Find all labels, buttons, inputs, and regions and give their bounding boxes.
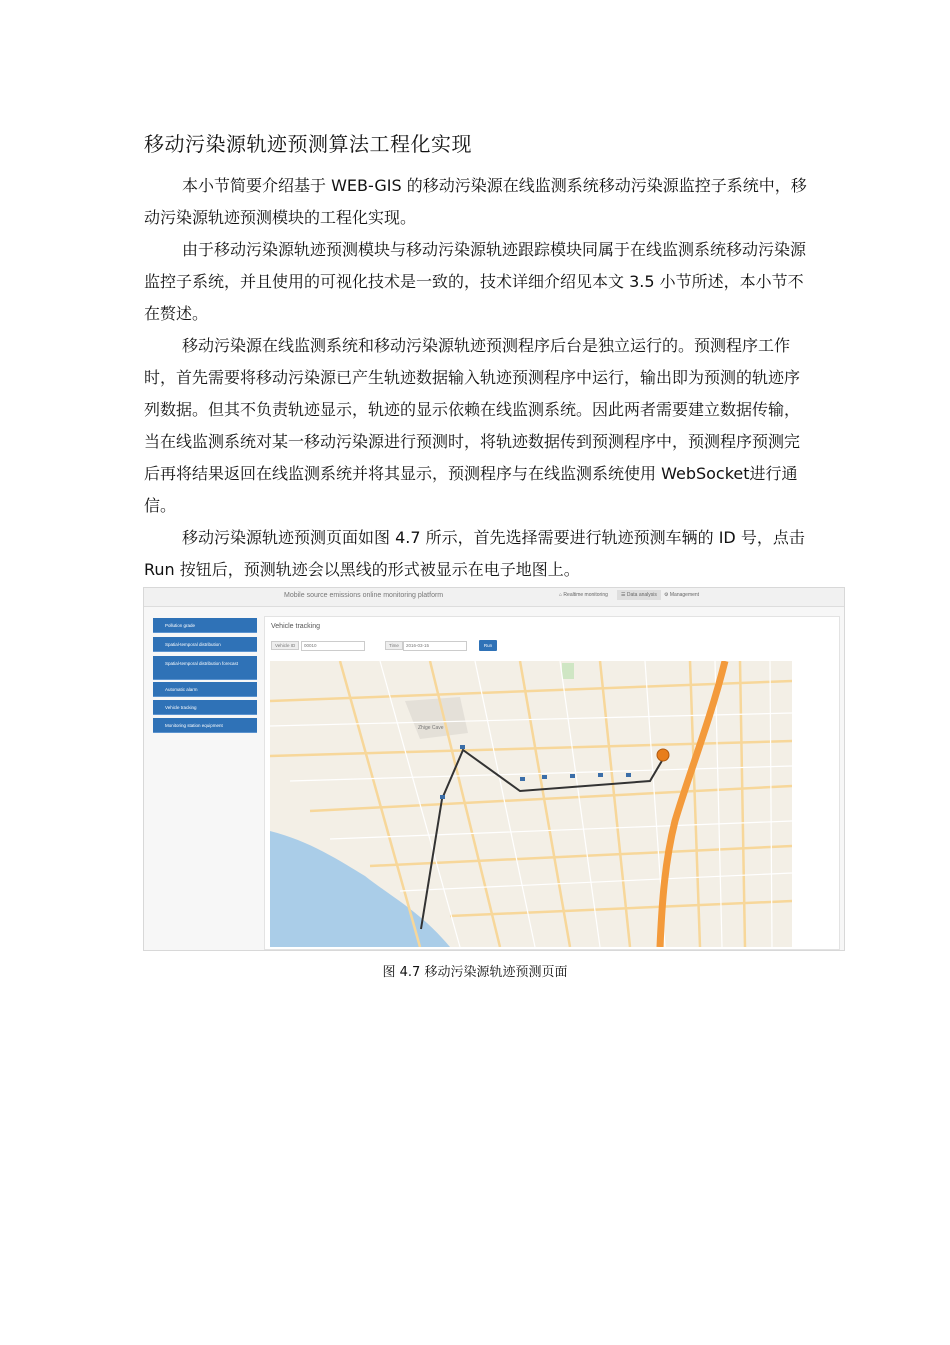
paragraph-1: 本小节简要介绍基于 WEB-GIS 的移动污染源在线监测系统移动污染源监控子系统中，移动污染源轨迹预测模块的工程化实现。 [144, 176, 807, 227]
sidebar-item-distribution[interactable]: Spatial-temporal distribution [153, 637, 257, 652]
sidebar-item-pollution-grade[interactable]: Pollution grade [153, 618, 257, 633]
paragraph-4: 移动污染源轨迹预测页面如图 4.7 所示，首先选择需要进行轨迹预测车辆的 ID 号，点击 Run 按钮后，预测轨迹会以黑线的形式被显示在电子地图上。 [144, 528, 805, 579]
sidebar-item-automatic-alarm[interactable]: Automatic alarm [153, 682, 257, 697]
nav-data-analysis[interactable]: ☰ Data analysis [617, 590, 661, 600]
paragraph-2: 由于移动污染源轨迹预测模块与移动污染源轨迹跟踪模块同属于在线监测系统移动污染源监控子系统，并且使用的可视化技术是一致的，技术详细介绍见本文 3.5 小节所述，本小节不在赘述。 [144, 240, 807, 323]
sidebar-item-vehicle-tracking[interactable]: Vehicle tracking [153, 700, 257, 715]
vehicle-id-input[interactable]: 00010 [301, 641, 365, 651]
vehicle-marker [657, 749, 669, 761]
vehicle-id-label: Vehicle ID [271, 641, 299, 650]
section-heading: 移动污染源轨迹预测算法工程化实现 [144, 132, 472, 156]
time-label: Time [385, 641, 403, 650]
sidebar-item-monitoring-station[interactable]: Monitoring station equipment [153, 718, 257, 733]
sidebar-item-distribution-forecast[interactable]: Spatial-temporal distribution forecast [153, 656, 257, 680]
green-area [562, 663, 574, 679]
app-title: Mobile source emissions online monitoring platform [284, 592, 444, 599]
vehicle-tracking-panel [264, 616, 840, 950]
electronic-map[interactable] [270, 661, 792, 947]
run-button[interactable]: Run [479, 640, 497, 651]
nav-realtime-monitoring[interactable]: ⌂ Realtime monitoring [559, 592, 608, 598]
nav-management[interactable]: ⚙ Management [664, 592, 700, 598]
figure-screenshot [143, 587, 845, 951]
panel-title: Vehicle tracking [271, 623, 321, 630]
time-input[interactable]: 2016-03-15 [403, 641, 467, 651]
map-label-zhige-cave: Zhige Cave [418, 725, 444, 731]
paragraph-3: 移动污染源在线监测系统和移动污染源轨迹预测程序后台是独立运行的。预测程序工作时，首先需要将移动污染源已产生轨迹数据输入轨迹预测程序中运行，输出即为预测的轨迹序列数据。但其不负责轨迹显示，轨迹的显示依赖在线监测系统。因此两者需要建立数据传输，当在线监测系统对某一移动污染源进行预测时，将轨迹数据传到预测程序中，预测程序预测完后再将结果返回在线监测系统并将其显示，预测程序与在线监测系统使用 WebSocket进行通信。 [144, 336, 801, 515]
app-header [144, 588, 844, 607]
figure-caption: 图 4.7 移动污染源轨迹预测页面 [382, 965, 568, 980]
